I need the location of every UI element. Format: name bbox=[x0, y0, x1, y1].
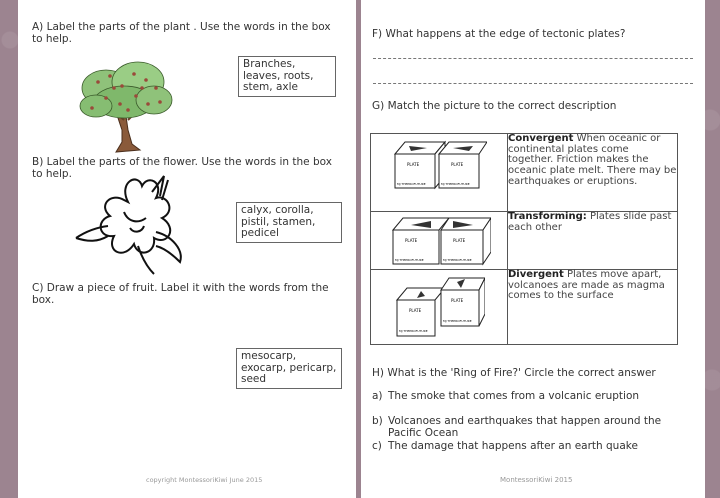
convergent-plates-diagram bbox=[391, 138, 487, 202]
match-table bbox=[370, 133, 678, 345]
tree-illustration bbox=[76, 58, 176, 156]
desc-transforming: Plates slide past each other bbox=[508, 211, 672, 233]
word-box-plant: Branches, leaves, roots, stem, axle bbox=[238, 56, 336, 97]
term-divergent: Divergent bbox=[508, 269, 564, 280]
plate-credit: MJ THEPROFUTURE bbox=[443, 319, 472, 323]
option-label: c) bbox=[372, 440, 382, 452]
worksheet-page-right bbox=[361, 0, 705, 498]
plate-label: PLATE bbox=[453, 238, 466, 243]
plate-credit: MJ THEPROFUTURE bbox=[443, 258, 472, 262]
plate-label: PLATE bbox=[409, 308, 422, 313]
option-text: The smoke that comes from a volcanic eruption bbox=[388, 390, 640, 402]
option-label: a) bbox=[372, 390, 383, 402]
plate-credit: MJ THEPROFUTURE bbox=[399, 329, 428, 333]
convergent-picture-cell bbox=[371, 134, 508, 212]
plate-credit: MJ THEPROFUTURE bbox=[397, 182, 426, 186]
term-transforming: Transforming: bbox=[508, 211, 587, 222]
option-text: The damage that happens after an earth quake bbox=[388, 440, 638, 452]
plate-label: PLATE bbox=[451, 298, 464, 303]
option-text: Volcanoes and earthquakes that happen around the Pacific Ocean bbox=[388, 415, 662, 439]
question-h: H) What is the 'Ring of Fire?' Circle the correct answer bbox=[372, 367, 656, 379]
question-a: A) Label the parts of the plant . Use the words in the box to help. bbox=[32, 21, 331, 45]
question-b: B) Label the parts of the flower. Use the words in the box to help. bbox=[32, 156, 332, 180]
plate-label: PLATE bbox=[405, 238, 418, 243]
divergent-picture-cell bbox=[371, 270, 508, 345]
word-box-flower: calyx, corolla, pistil, stamen, pedicel bbox=[236, 202, 342, 243]
footer-copyright: copyright MontessoriKiwi June 2015 bbox=[146, 476, 263, 484]
question-c: C) Draw a piece of fruit. Label it with the words from the box. bbox=[32, 282, 329, 306]
transforming-plates-diagram bbox=[391, 216, 491, 270]
divergent-description bbox=[508, 270, 678, 345]
match-row bbox=[371, 212, 678, 270]
flower-illustration bbox=[68, 172, 198, 278]
question-f: F) What happens at the edge of tectonic plates? bbox=[372, 28, 626, 40]
plate-credit: MJ THEPROFUTURE bbox=[441, 182, 470, 186]
plate-credit: MJ THEPROFUTURE bbox=[395, 258, 424, 262]
plate-label: PLATE bbox=[407, 162, 420, 167]
worksheet-page-left bbox=[18, 0, 356, 498]
desc-convergent: When oceanic or continental plates come together. Friction makes the oceanic plate melt. There may be earthquakes or eruptions. bbox=[508, 133, 677, 187]
match-row bbox=[371, 270, 678, 345]
transforming-description bbox=[508, 212, 678, 270]
plate-label: PLATE bbox=[451, 162, 464, 167]
divergent-plates-diagram bbox=[395, 274, 485, 340]
desc-divergent: Plates move apart, volcanoes are made as magma comes to the surface bbox=[508, 269, 665, 302]
answer-line bbox=[373, 83, 693, 84]
term-convergent: Convergent bbox=[508, 133, 574, 144]
transforming-picture-cell bbox=[371, 212, 508, 270]
convergent-description bbox=[508, 134, 678, 212]
word-box-fruit: mesocarp, exocarp, pericarp, seed bbox=[236, 348, 342, 389]
match-row bbox=[371, 134, 678, 212]
option-label: b) bbox=[372, 415, 383, 427]
footer-copyright: MontessoriKiwi 2015 bbox=[500, 476, 573, 484]
answer-line bbox=[373, 58, 693, 59]
question-g: G) Match the picture to the correct description bbox=[372, 100, 617, 112]
